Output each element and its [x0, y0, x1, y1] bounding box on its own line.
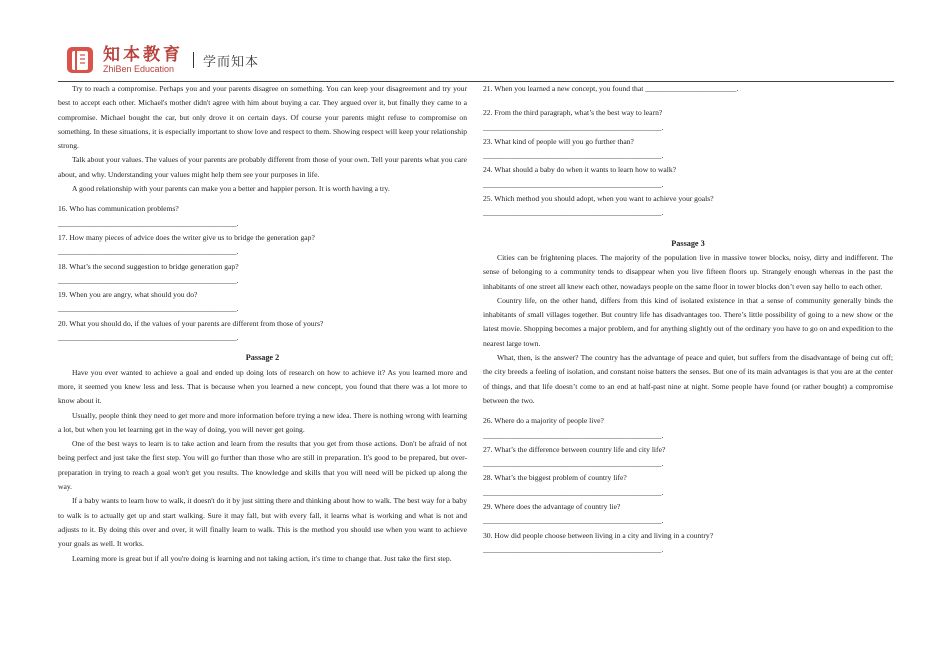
- paragraph: If a baby wants to learn how to walk, it doesn't do it by just sitting there and thinking about how to walk. The best way for a baby to walk is to actually get up and start walking. Sure it may fall, but with every fall, it learns what is working and what is not and adjusts to it. By doing this over and over, it will finally learn to walk. This is the method you should use when you want to achieve your goals as well. It works.: [58, 496, 467, 549]
- question-28: 28. What’s the biggest problem of country life?: [483, 473, 627, 483]
- paragraph: Learning more is great but if all you're doing is learning and not taking action, it's time to change that. Just take the first step.: [72, 553, 452, 563]
- brand-name-cn: 知本教育: [103, 44, 183, 65]
- question-24: 24. What should a baby do when it wants to learn how to walk?: [483, 165, 677, 175]
- question-30: 30. How did people choose between living in a city and living in a country?: [483, 530, 714, 540]
- brand-name-en: ZhiBen Education: [103, 63, 175, 74]
- question-18: 18. What’s the second suggestion to bridge generation gap?: [58, 261, 239, 271]
- question-20: 20. What you should do, if the values of your parents are different from those of yours?: [58, 318, 324, 328]
- right-column: [483, 82, 893, 557]
- answer-line-24[interactable]: _______________________________________________.: [483, 179, 664, 189]
- answer-line-17[interactable]: _______________________________________________.: [58, 247, 239, 257]
- left-column: [58, 82, 467, 566]
- answer-line-26[interactable]: _______________________________________________.: [483, 430, 664, 440]
- passage-3-title: Passage 3: [671, 238, 705, 248]
- header-slogan: 学而知本: [203, 54, 260, 70]
- question-29: 29. Where does the advantage of country lie?: [483, 502, 621, 512]
- question-27: 27. What’s the difference between country life and city life?: [483, 444, 666, 454]
- passage-2-title: Passage 2: [245, 353, 280, 363]
- question-19: 19. When you are angry, what should you do?: [58, 290, 198, 300]
- answer-line-29[interactable]: _______________________________________________.: [483, 516, 664, 526]
- paragraph: One of the best ways to learn is to take action and learn from the results that you get from those actions. Don't be afraid of not being perfect and just take the first step. You will go further than those who are still in preparation. It's good to be prepared, but over-preparation in trying to reach a goal won't get you results. The knowledge and skills that you will need will be picked up along the way.: [58, 439, 467, 492]
- paragraph: Usually, people think they need to get more and more information before trying a new idea. There is nothing wrong with learning a lot, but when you let learning get in the way of doing, you will never get going.: [58, 410, 467, 434]
- answer-line-22[interactable]: _______________________________________________.: [483, 122, 664, 132]
- paragraph: Talk about your values. The values of your parents are probably different from those of your own. Tell your parents what you care about, and why. Understanding your values might help them see your purposes in life.: [58, 155, 467, 179]
- paragraph: Cities can be frightening places. The majority of the population live in massive tower blocks, noisy, dirty and indifferent. The sense of belonging to a community tends to disappear when you live fifteen floors up. Strangely enough whereas in the past the inhabitants of one street all knew each other, nowadays people on the same floor in tower blocks don’t even say hello to each other.: [483, 252, 893, 291]
- question-23: 23. What kind of people will you go further than?: [483, 136, 634, 146]
- question-22: 22. From the third paragraph, what’s the best way to learn?: [483, 108, 663, 118]
- answer-line-18[interactable]: _______________________________________________.: [58, 275, 239, 285]
- answer-line-28[interactable]: _______________________________________________.: [483, 487, 664, 497]
- question-17: 17. How many pieces of advice does the writer give us to bridge the generation gap?: [58, 232, 315, 242]
- answer-line-20[interactable]: _______________________________________________.: [58, 333, 239, 343]
- answer-line-27[interactable]: _______________________________________________.: [483, 459, 664, 469]
- question-21: 21. When you learned a new concept, you found that ________________________.: [483, 84, 739, 93]
- question-16: 16. Who has communication problems?: [58, 204, 179, 214]
- book-logo-icon: [64, 43, 98, 77]
- header-separator: [193, 52, 194, 68]
- paragraph: Have you ever wanted to achieve a goal and ended up doing lots of research on how to achieve it? As you learned more and more, it seemed you knew less and less. That is because when you learned a new concept, you found that there was a lot more to know about it.: [58, 367, 467, 406]
- question-25: 25. Which method you should adopt, when you want to achieve your goals?: [483, 194, 714, 204]
- paragraph: What, then, is the answer? The country has the advantage of peace and quiet, but suffers from the disadvantage of being cut off; the city breeds a feeling of isolation, and constant noise batters the senses. But one of its main advantages is that you are at the center of things, and that life doesn’t come to an end at half-past nine at night. Some people have found (or rather bought) a compromise between the two.: [483, 353, 893, 405]
- answer-line-16[interactable]: _______________________________________________.: [58, 218, 239, 228]
- answer-line-23[interactable]: _______________________________________________.: [483, 151, 664, 161]
- paragraph: Country life, on the other hand, differs from this kind of isolated existence in that a sense of community generally binds the inhabitants of small villages together. But country life has disadvantages too. There’s little possibility of going to a new show or the latest movie. Shopping becomes a major problem, and for anything slightly out of the ordinary you have to go on and expedition to the nearest large town.: [483, 295, 893, 348]
- answer-line-30[interactable]: _______________________________________________.: [483, 544, 664, 554]
- answer-line-25[interactable]: _______________________________________________.: [483, 208, 664, 218]
- page-header: [64, 40, 259, 80]
- paragraph: A good relationship with your parents can make you a better and happier person. It is worth having a try.: [72, 184, 390, 194]
- question-26: 26. Where do a majority of people live?: [483, 416, 604, 426]
- answer-line-19[interactable]: _______________________________________________.: [58, 304, 239, 314]
- paragraph: Try to reach a compromise. Perhaps you and your parents disagree on something. You can keep your disagreement and try your best to accept each other. Michael's mother didn't agree with him about buying a car. They argued over it, but finally they came to a compromise. Michael bought the car, but only drove it on certain days. Of course your parents might refuse to compromise on something. In these situations, it is especially important to show love and respect to them. Showing respect will keep your relationship strong.: [58, 84, 467, 151]
